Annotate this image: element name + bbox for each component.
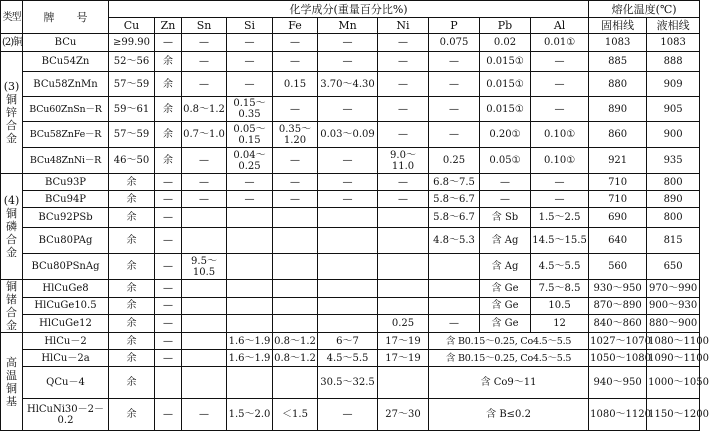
header-element-p: P (429, 18, 480, 34)
group-label: (4) 铜磷合金 (1, 174, 23, 280)
header-element-cu: Cu (109, 18, 155, 34)
header-element-pb: Pb (480, 18, 531, 34)
liquidus-cell: 900 (647, 122, 700, 148)
fe-cell (273, 228, 318, 254)
liquidus-cell: 1150～1200 (647, 399, 700, 431)
sn-cell: — (182, 191, 227, 208)
ni-cell: — (378, 122, 429, 148)
table-row (1, 174, 700, 191)
sn-cell: 0.7～1.0 (182, 122, 227, 148)
sn-cell: — (182, 399, 227, 431)
fe-cell: — (273, 191, 318, 208)
mn-cell: — (318, 52, 378, 72)
header-element-fe: Fe (273, 18, 318, 34)
zn-cell: — (155, 297, 182, 315)
solidus-cell: 921 (589, 148, 647, 174)
ni-cell: 0.25 (378, 315, 429, 333)
zn-cell: 余 (155, 148, 182, 174)
mn-cell: 4.5～5.5 (318, 350, 378, 367)
al-cell: 7.5～8.5 (531, 280, 589, 298)
cu-cell: 余 (109, 191, 155, 208)
ni-cell: — (378, 52, 429, 72)
fe-cell: — (273, 148, 318, 174)
grade-cell: QCu－4 (23, 367, 109, 399)
grade-cell: BCu93P (23, 174, 109, 191)
si-cell: — (227, 191, 273, 208)
al-cell: — (531, 97, 589, 122)
header-element-ni: Ni (378, 18, 429, 34)
solidus-cell: 1050～1080 (589, 350, 647, 367)
solidus-cell: 860 (589, 122, 647, 148)
sn-cell (182, 315, 227, 333)
cu-cell: 余 (109, 297, 155, 315)
cu-cell: 余 (109, 254, 155, 280)
table-row (1, 333, 700, 350)
si-cell: — (227, 174, 273, 191)
table-row (1, 122, 700, 148)
zn-cell: — (155, 174, 182, 191)
solidus-cell: 710 (589, 174, 647, 191)
cu-cell: 余 (109, 280, 155, 298)
table-row (1, 34, 700, 52)
fe-cell (273, 254, 318, 280)
liquidus-cell: 800 (647, 208, 700, 228)
additive-cell: 含 B≤0.2 (429, 399, 589, 431)
p-cell: — (429, 97, 480, 122)
table-row (1, 148, 700, 174)
header-solidus: 固相线 (589, 18, 647, 34)
si-cell: 0.05～0.15 (227, 122, 273, 148)
mn-cell: — (318, 174, 378, 191)
ni-cell: — (378, 191, 429, 208)
zn-cell: — (155, 350, 182, 367)
pb-cell: — (480, 174, 531, 191)
sn-cell: — (182, 148, 227, 174)
pb-cell: 含 Ge (480, 297, 531, 315)
grade-cell: HlCuGe12 (23, 315, 109, 333)
mn-cell: 30.5～32.5 (318, 367, 378, 399)
ni-cell: — (378, 34, 429, 52)
cu-cell: 52～56 (109, 52, 155, 72)
mn-cell (318, 228, 378, 254)
al-cell: 0.01① (531, 34, 589, 52)
cu-cell: 59～61 (109, 97, 155, 122)
si-cell (227, 280, 273, 298)
ni-cell: — (378, 97, 429, 122)
fe-cell: ＜1.5 (273, 399, 318, 431)
si-cell (227, 254, 273, 280)
header-element-zn: Zn (155, 18, 182, 34)
solidus-cell: 690 (589, 208, 647, 228)
table-row (1, 254, 700, 280)
sn-cell (182, 297, 227, 315)
al-cell: — (531, 174, 589, 191)
solidus-cell: 870～890 (589, 297, 647, 315)
liquidus-cell: 650 (647, 254, 700, 280)
si-cell: 1.5～2.0 (227, 399, 273, 431)
p-cell (429, 297, 480, 315)
pb-cell: 含 Ag (480, 254, 531, 280)
fe-cell (273, 367, 318, 399)
fe-cell (273, 208, 318, 228)
al-cell: 4.5～5.5 (531, 254, 589, 280)
ni-cell: 27～30 (378, 399, 429, 431)
liquidus-cell: 890 (647, 191, 700, 208)
table-row (1, 191, 700, 208)
liquidus-cell: 815 (647, 228, 700, 254)
header-type: 类型 (1, 1, 23, 34)
p-cell: 0.075 (429, 34, 480, 52)
pb-cell: 含 Ag (480, 228, 531, 254)
si-cell (227, 297, 273, 315)
grade-cell: BCu58ZnMn (23, 72, 109, 97)
p-cell: 0.25 (429, 148, 480, 174)
mn-cell: — (318, 148, 378, 174)
cu-cell: 余 (109, 174, 155, 191)
cu-cell: 余 (109, 228, 155, 254)
group-label: 高温铜基 (1, 333, 23, 431)
liquidus-cell: 935 (647, 148, 700, 174)
fe-cell: — (273, 34, 318, 52)
grade-cell: BCu58ZnFe－R (23, 122, 109, 148)
sn-cell: — (182, 174, 227, 191)
cu-cell: 余 (109, 367, 155, 399)
solidus-cell: 640 (589, 228, 647, 254)
mn-cell: — (318, 97, 378, 122)
al-cell: 14.5～15.5 (531, 228, 589, 254)
si-cell (227, 315, 273, 333)
additive-cell: 含 B0.15～0.25, Co4.5～5.5 (429, 333, 589, 350)
sn-cell (182, 350, 227, 367)
solidus-cell: 940～950 (589, 367, 647, 399)
cu-cell: 余 (109, 315, 155, 333)
zn-cell: — (155, 254, 182, 280)
al-cell: 12 (531, 315, 589, 333)
pb-cell: — (480, 191, 531, 208)
zn-cell: — (155, 208, 182, 228)
cu-cell: 余 (109, 350, 155, 367)
fe-cell (273, 280, 318, 298)
pb-cell: 0.02 (480, 34, 531, 52)
solidus-cell: 885 (589, 52, 647, 72)
mn-cell: — (318, 34, 378, 52)
grade-cell: HlCuNi30－2－0.2 (23, 399, 109, 431)
cu-cell: 57～59 (109, 122, 155, 148)
si-cell (227, 367, 273, 399)
zn-cell: — (155, 280, 182, 298)
table-row (1, 367, 700, 399)
fe-cell: — (273, 174, 318, 191)
al-cell: — (531, 191, 589, 208)
fe-cell (273, 315, 318, 333)
pb-cell: 0.015① (480, 52, 531, 72)
table-row (1, 52, 700, 72)
pb-cell: 0.015① (480, 97, 531, 122)
si-cell: — (227, 72, 273, 97)
pb-cell: 含 Ge (480, 315, 531, 333)
zn-cell: — (155, 228, 182, 254)
header-element-si: Si (227, 18, 273, 34)
liquidus-cell: 800 (647, 174, 700, 191)
zn-cell: 余 (155, 97, 182, 122)
ni-cell (378, 228, 429, 254)
pb-cell: 0.20① (480, 122, 531, 148)
si-cell (227, 228, 273, 254)
al-cell: 0.10① (531, 122, 589, 148)
mn-cell: 0.03～0.09 (318, 122, 378, 148)
grade-cell: HlCu－2a (23, 350, 109, 367)
ni-cell: 17～19 (378, 333, 429, 350)
header-element-al: Al (531, 18, 589, 34)
zn-cell: — (155, 399, 182, 431)
grade-cell: BCu94P (23, 191, 109, 208)
ni-cell (378, 280, 429, 298)
fe-cell (273, 297, 318, 315)
sn-cell: — (182, 34, 227, 52)
mn-cell (318, 208, 378, 228)
liquidus-cell: 1080～1100 (647, 333, 700, 350)
ni-cell (378, 254, 429, 280)
ni-cell: — (378, 72, 429, 97)
grade-cell: BCu60ZnSn－R (23, 97, 109, 122)
fe-cell: 0.8～1.2 (273, 333, 318, 350)
header-grade: 牌 号 (23, 1, 109, 34)
mn-cell: — (318, 399, 378, 431)
mn-cell (318, 297, 378, 315)
liquidus-cell: 1000～1050 (647, 367, 700, 399)
liquidus-cell: 1090～1100 (647, 350, 700, 367)
sn-cell (182, 208, 227, 228)
sn-cell: 0.8～1.2 (182, 97, 227, 122)
p-cell (429, 254, 480, 280)
fe-cell: — (273, 97, 318, 122)
ni-cell: — (378, 174, 429, 191)
al-cell: 1.5～2.5 (531, 208, 589, 228)
p-cell: — (429, 122, 480, 148)
sn-cell: — (182, 52, 227, 72)
p-cell: 4.8～5.3 (429, 228, 480, 254)
grade-cell: BCu80PAg (23, 228, 109, 254)
header-composition: 化学成分(重量百分比%) (109, 1, 589, 18)
zn-cell: — (155, 315, 182, 333)
p-cell: 5.8～6.7 (429, 191, 480, 208)
fe-cell: 0.35～1.20 (273, 122, 318, 148)
fe-cell: — (273, 52, 318, 72)
liquidus-cell: 900～930 (647, 297, 700, 315)
table-row (1, 72, 700, 97)
solidus-cell: 560 (589, 254, 647, 280)
solidus-cell: 1027～1070 (589, 333, 647, 350)
sn-cell (182, 280, 227, 298)
table-row (1, 97, 700, 122)
table-row (1, 297, 700, 315)
grade-cell: BCu80PSnAg (23, 254, 109, 280)
si-cell: — (227, 52, 273, 72)
zn-cell: 余 (155, 52, 182, 72)
cu-cell: 余 (109, 333, 155, 350)
cu-cell: 余 (109, 208, 155, 228)
grade-cell: HlCuGe8 (23, 280, 109, 298)
liquidus-cell: 970～990 (647, 280, 700, 298)
mn-cell (318, 280, 378, 298)
group-label: 铜锗合金 (1, 280, 23, 333)
liquidus-cell: 905 (647, 97, 700, 122)
cu-cell: ≥99.90 (109, 34, 155, 52)
cu-cell: 46～50 (109, 148, 155, 174)
al-cell: — (531, 72, 589, 97)
sn-cell (182, 228, 227, 254)
header-element-sn: Sn (182, 18, 227, 34)
si-cell: 1.6～1.9 (227, 350, 273, 367)
header-element-mn: Mn (318, 18, 378, 34)
grade-cell: BCu (23, 34, 109, 52)
si-cell: — (227, 34, 273, 52)
si-cell: 0.15～0.35 (227, 97, 273, 122)
ni-cell (378, 208, 429, 228)
si-cell: 1.6～1.9 (227, 333, 273, 350)
p-cell: — (429, 315, 480, 333)
liquidus-cell: 880～900 (647, 315, 700, 333)
pb-cell: 含 Sb (480, 208, 531, 228)
sn-cell (182, 367, 227, 399)
ni-cell: 9.0～11.0 (378, 148, 429, 174)
table-row (1, 228, 700, 254)
grade-cell: BCu92PSb (23, 208, 109, 228)
grade-cell: BCu54Zn (23, 52, 109, 72)
mn-cell (318, 315, 378, 333)
header-liquidus: 液相线 (647, 18, 700, 34)
solidus-cell: 1080～1120 (589, 399, 647, 431)
additive-cell: 含 Co9～11 (429, 367, 589, 399)
solidus-cell: 840～860 (589, 315, 647, 333)
p-cell (429, 280, 480, 298)
ni-cell (378, 297, 429, 315)
solidus-cell: 930～950 (589, 280, 647, 298)
pb-cell: 0.015① (480, 72, 531, 97)
zn-cell: 余 (155, 72, 182, 97)
fe-cell: 0.8～1.2 (273, 350, 318, 367)
group-label: (3) 铜锌合金 (1, 52, 23, 174)
grade-cell: HlCu－2 (23, 333, 109, 350)
p-cell: — (429, 52, 480, 72)
zn-cell: — (155, 34, 182, 52)
cu-cell: 57～59 (109, 72, 155, 97)
additive-cell: 含 B0.15～0.25, Co4.5～5.5 (429, 350, 589, 367)
si-cell: 0.04～0.25 (227, 148, 273, 174)
mn-cell: 6～7 (318, 333, 378, 350)
group-label: (2)铜 (1, 34, 23, 52)
p-cell: 6.8～7.5 (429, 174, 480, 191)
p-cell: 5.8～6.7 (429, 208, 480, 228)
solidus-cell: 710 (589, 191, 647, 208)
zn-cell: 余 (155, 122, 182, 148)
mn-cell: 3.70～4.30 (318, 72, 378, 97)
sn-cell: 9.5～10.5 (182, 254, 227, 280)
liquidus-cell: 909 (647, 72, 700, 97)
solidus-cell: 880 (589, 72, 647, 97)
zn-cell: — (155, 191, 182, 208)
si-cell (227, 208, 273, 228)
pb-cell: 含 Ge (480, 280, 531, 298)
table-row (1, 280, 700, 298)
header-melting: 熔化温度(℃) (589, 1, 700, 18)
table-row (1, 399, 700, 431)
liquidus-cell: 1083 (647, 34, 700, 52)
zn-cell: — (155, 333, 182, 350)
pb-cell: 0.05① (480, 148, 531, 174)
solidus-cell: 890 (589, 97, 647, 122)
sn-cell: — (182, 72, 227, 97)
table-row (1, 208, 700, 228)
p-cell: — (429, 72, 480, 97)
al-cell: 10.5 (531, 297, 589, 315)
sn-cell (182, 333, 227, 350)
grade-cell: BCu48ZnNi－R (23, 148, 109, 174)
grade-cell: HlCuGe10.5 (23, 297, 109, 315)
header-row-1 (1, 1, 700, 18)
ni-cell: 17～19 (378, 350, 429, 367)
zn-cell (155, 367, 182, 399)
cu-cell: 余 (109, 399, 155, 431)
table-row (1, 315, 700, 333)
ni-cell (378, 367, 429, 399)
mn-cell (318, 254, 378, 280)
mn-cell: — (318, 191, 378, 208)
al-cell: 0.10① (531, 148, 589, 174)
liquidus-cell: 888 (647, 52, 700, 72)
al-cell: — (531, 52, 589, 72)
fe-cell: 0.15 (273, 72, 318, 97)
table-row (1, 350, 700, 367)
solidus-cell: 1083 (589, 34, 647, 52)
